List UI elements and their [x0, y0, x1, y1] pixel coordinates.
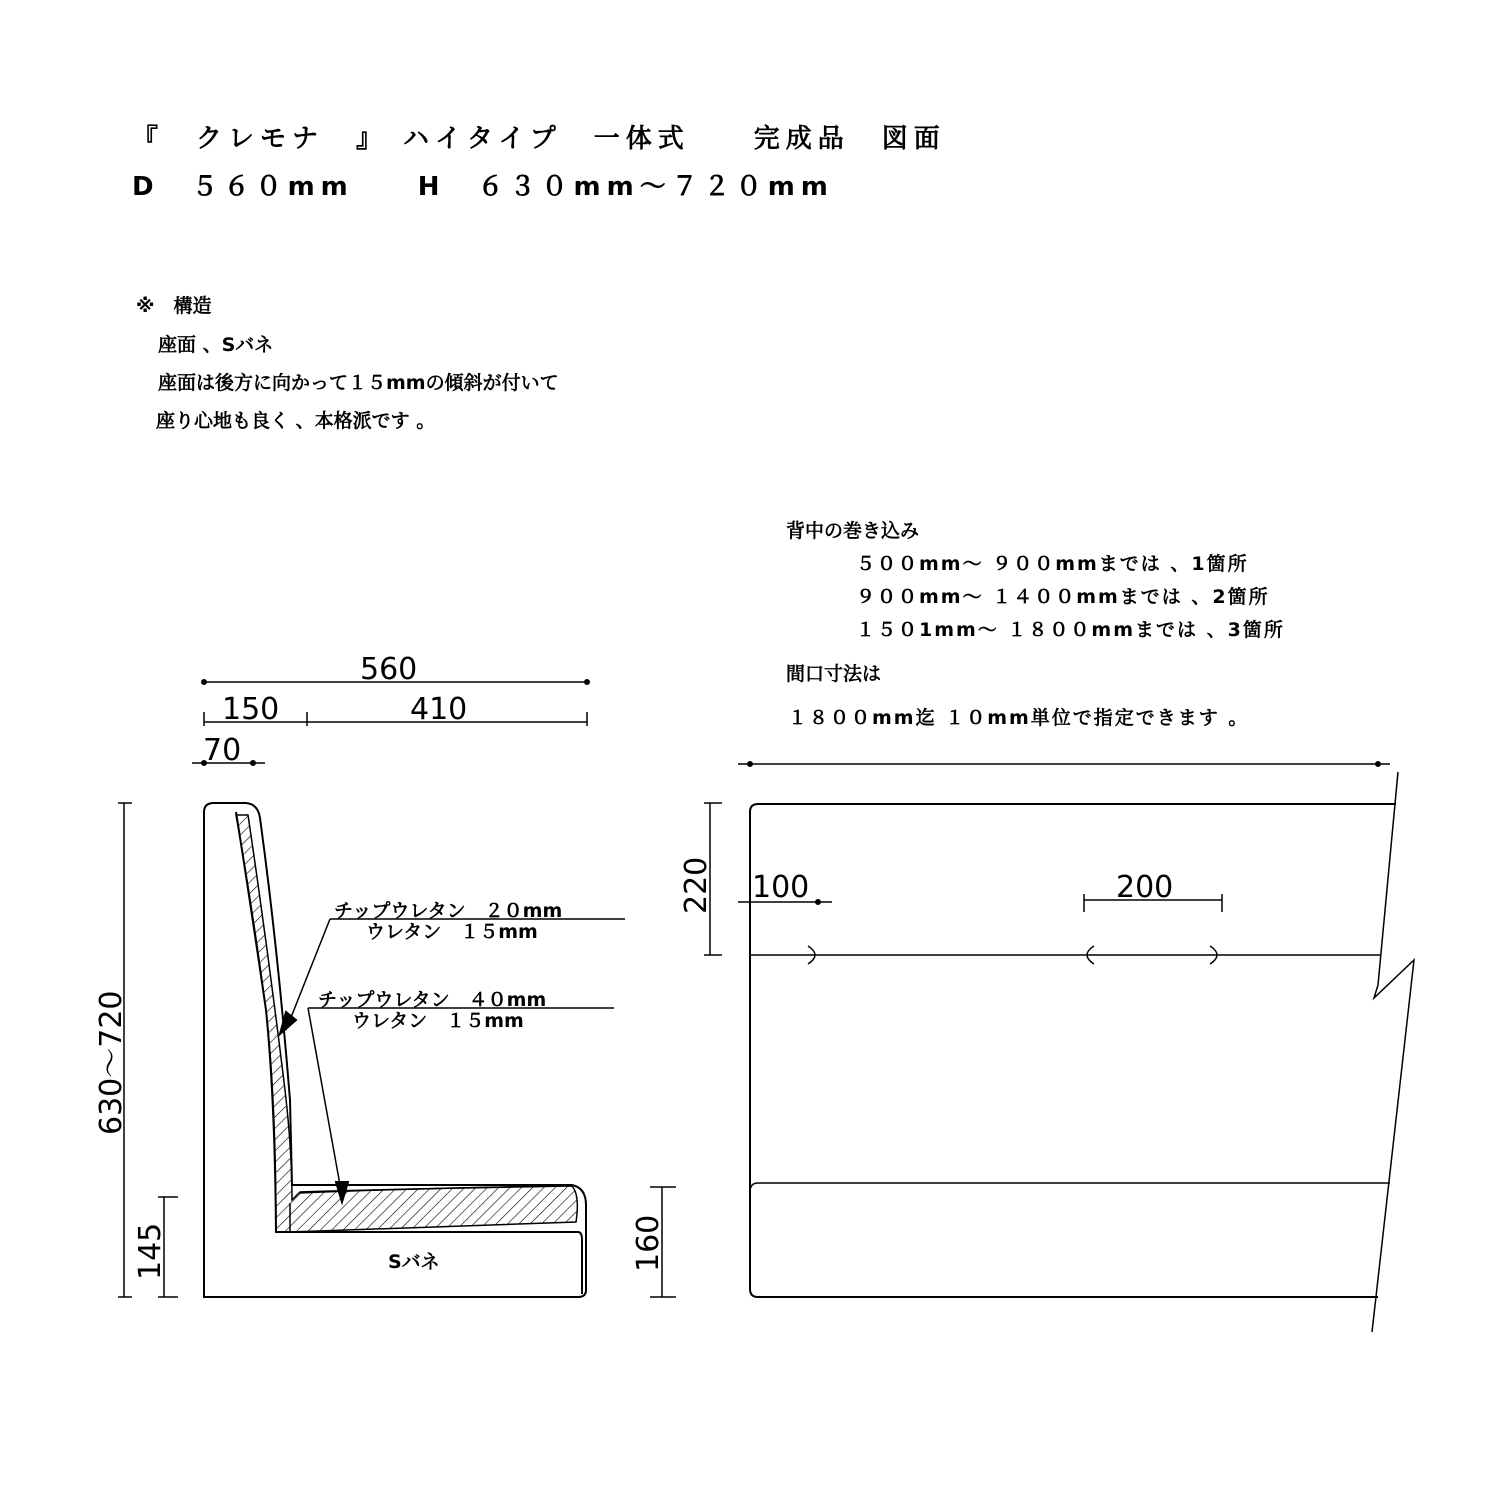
- dim-seat-depth: 410: [410, 692, 468, 727]
- back-wrap-rule-1: ５００mm～ ９００mmまでは 、1箇所: [856, 553, 1249, 575]
- dim-seat-height: 160: [631, 1214, 666, 1272]
- structure-line-2: 座面は後方に向かって１５mmの傾斜が付いて: [158, 372, 559, 394]
- dim-wrap-spacing: 200: [1116, 870, 1174, 905]
- front-view: [650, 762, 1414, 1332]
- structure-heading: ※ 構造: [136, 295, 212, 317]
- back-wrap-rule-2: ９００mm～ １４００mmまでは 、2箇所: [856, 586, 1270, 608]
- label-seat-layer-1: チップウレタン ４０mm: [318, 989, 547, 1011]
- dim-back-depth: 150: [222, 692, 280, 727]
- drawing-dimensions: D ５６０mm H ６３０mm～７２０mm: [132, 172, 834, 202]
- frontage-heading: 間口寸法は: [786, 663, 882, 685]
- dim-seat-base: 145: [133, 1222, 168, 1280]
- dim-height: 630～720: [94, 990, 129, 1135]
- dim-total-depth: 560: [360, 652, 418, 687]
- structure-line-1: 座面 、Sバネ: [158, 334, 274, 356]
- dim-back-thickness: 70: [203, 733, 242, 768]
- dim-back-top: 220: [679, 856, 714, 914]
- label-seat-layer-2: ウレタン １５mm: [352, 1010, 524, 1032]
- label-spring: Sバネ: [388, 1251, 440, 1273]
- structure-line-3: 座り心地も良く 、本格派です 。: [156, 410, 436, 432]
- dim-wrap-offset: 100: [752, 870, 810, 905]
- back-wrap-heading: 背中の巻き込み: [786, 520, 920, 542]
- back-wrap-rule-3: １５０1mm～ １８００mmまでは 、3箇所: [856, 619, 1285, 641]
- label-back-layer-1: チップウレタン ２０mm: [334, 900, 563, 922]
- drawing-title: 『 クレモナ 』 ハイタイプ 一体式 完成品 図面: [132, 124, 946, 154]
- label-back-layer-2: ウレタン １５mm: [366, 921, 538, 943]
- frontage-text: １８００mm迄 １０mm単位で指定できます 。: [788, 707, 1250, 729]
